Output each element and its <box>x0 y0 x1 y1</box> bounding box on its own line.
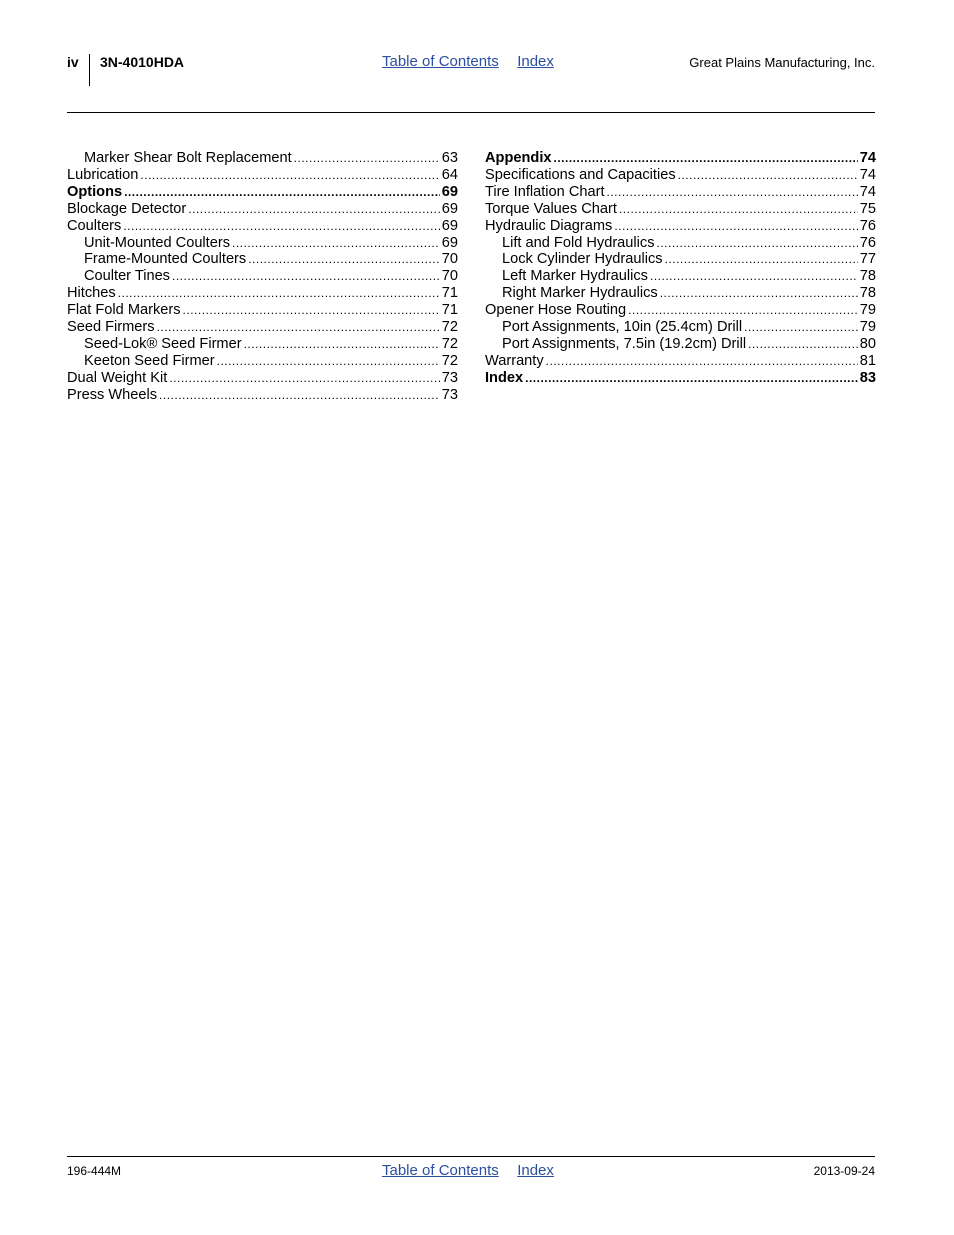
toc-entry[interactable] <box>485 268 876 285</box>
toc-dot-leader <box>294 150 440 167</box>
toc-dot-leader <box>159 387 440 404</box>
toc-entry[interactable] <box>67 370 458 387</box>
toc-entry-title[interactable]: Seed-Lok® Seed Firmer <box>84 335 242 352</box>
toc-dot-leader <box>650 268 858 285</box>
toc-entry[interactable] <box>485 235 876 252</box>
toc-dot-leader <box>169 370 439 387</box>
toc-entry-page[interactable]: 72 <box>441 319 458 336</box>
page-header <box>67 52 875 92</box>
toc-entry-title[interactable]: Options <box>67 183 123 200</box>
toc-entry-page[interactable]: 76 <box>859 234 876 251</box>
toc-entry-title[interactable]: Port Assignments, 10in (25.4cm) Drill <box>502 319 743 336</box>
toc-dot-leader <box>657 235 858 252</box>
document-id: 3N-4010HDA <box>100 54 185 70</box>
toc-entry-title[interactable]: Hydraulic Diagrams <box>485 217 613 234</box>
toc-entry-page[interactable]: 79 <box>859 302 876 319</box>
toc-dot-leader <box>248 251 440 268</box>
toc-entry[interactable] <box>485 201 876 218</box>
footer-rule <box>67 1156 875 1157</box>
toc-entry[interactable] <box>485 150 876 167</box>
toc-entry-title[interactable]: Lubrication <box>67 166 139 183</box>
toc-entry[interactable] <box>67 218 458 235</box>
toc-entry-title[interactable]: Blockage Detector <box>67 200 187 217</box>
toc-left-column <box>67 150 458 404</box>
toc-entry[interactable] <box>67 268 458 285</box>
toc-entry-title[interactable]: Index <box>485 369 524 386</box>
header-rule <box>67 112 875 113</box>
toc-entry-title[interactable]: Press Wheels <box>67 386 158 403</box>
revision-date: 2013-09-24 <box>813 1164 875 1178</box>
toc-dot-leader <box>665 251 858 268</box>
toc-entry-page[interactable]: 78 <box>859 285 876 302</box>
toc-entry[interactable] <box>67 167 458 184</box>
toc-dot-leader <box>244 336 440 353</box>
toc-dot-leader <box>232 235 440 252</box>
toc-entry-title[interactable]: Coulters <box>67 217 122 234</box>
toc-entry-page[interactable]: 74 <box>859 150 876 166</box>
toc-entry[interactable] <box>67 336 458 353</box>
toc-entry-page[interactable]: 70 <box>441 268 458 285</box>
header-index-link[interactable]: Index <box>517 53 554 70</box>
toc-entry[interactable] <box>67 302 458 319</box>
toc-entry-title[interactable]: Unit-Mounted Coulters <box>84 234 231 251</box>
toc-entry-page[interactable]: 71 <box>441 302 458 319</box>
toc-dot-leader <box>678 167 858 184</box>
toc-dot-leader <box>607 184 858 201</box>
toc-dot-leader <box>118 285 440 302</box>
toc-entry-page[interactable]: 79 <box>859 319 876 336</box>
toc-dot-leader <box>660 285 858 302</box>
toc-dot-leader <box>172 268 440 285</box>
toc-entry-title[interactable]: Appendix <box>485 150 552 166</box>
toc-entry-title[interactable]: Keeton Seed Firmer <box>84 352 215 369</box>
toc-entry-title[interactable]: Torque Values Chart <box>485 200 617 217</box>
page-number: iv <box>67 54 79 70</box>
toc-dot-leader <box>157 319 440 336</box>
toc-entry[interactable] <box>485 319 876 336</box>
toc-entry-title[interactable]: Marker Shear Bolt Replacement <box>84 150 292 166</box>
toc-entry-title[interactable]: Seed Firmers <box>67 319 155 336</box>
toc-entry-title[interactable]: Left Marker Hydraulics <box>502 268 648 285</box>
toc-entry-page[interactable]: 74 <box>859 183 876 200</box>
toc-dot-leader <box>628 302 858 319</box>
toc-entry-page[interactable]: 70 <box>441 251 458 268</box>
toc-entry-title[interactable]: Specifications and Capacities <box>485 166 676 183</box>
toc-entry-page[interactable]: 76 <box>859 217 876 234</box>
toc-entry[interactable] <box>67 251 458 268</box>
toc-entry-title[interactable]: Opener Hose Routing <box>485 302 627 319</box>
toc-entry-page[interactable]: 74 <box>859 166 876 183</box>
toc-entry-page[interactable]: 72 <box>441 335 458 352</box>
toc-entry[interactable] <box>485 353 876 370</box>
toc-entry[interactable] <box>485 251 876 268</box>
toc-dot-leader <box>614 218 857 235</box>
page-footer <box>67 1162 875 1182</box>
toc-entry[interactable] <box>67 201 458 218</box>
header-divider <box>89 54 90 86</box>
toc-entry[interactable] <box>67 387 458 404</box>
toc-entry-title[interactable]: Lock Cylinder Hydraulics <box>502 251 663 268</box>
toc-entry-page[interactable]: 80 <box>859 335 876 352</box>
toc-entry-page[interactable]: 69 <box>441 183 458 200</box>
toc-entry-page[interactable]: 69 <box>441 200 458 217</box>
toc-entry[interactable] <box>485 218 876 235</box>
toc-entry-page[interactable]: 73 <box>441 386 458 403</box>
toc-entry[interactable] <box>485 336 876 353</box>
toc-dot-leader <box>140 167 439 184</box>
toc-entry[interactable] <box>67 184 458 201</box>
toc-entry-title[interactable]: Dual Weight Kit <box>67 369 168 386</box>
toc-entry-page[interactable]: 72 <box>441 352 458 369</box>
toc-entry[interactable] <box>67 285 458 302</box>
toc-entry-title[interactable]: Hitches <box>67 285 116 302</box>
toc-entry-page[interactable]: 77 <box>859 251 876 268</box>
toc-dot-leader <box>619 201 858 218</box>
footer-nav <box>382 1162 568 1180</box>
toc-entry-title[interactable]: Coulter Tines <box>84 268 170 285</box>
toc-entry-title[interactable]: Warranty <box>485 352 544 369</box>
part-number: 196-444M <box>67 1164 122 1178</box>
toc-entry-title[interactable]: Right Marker Hydraulics <box>502 285 658 302</box>
toc-entry-page[interactable]: 81 <box>859 352 876 369</box>
toc-entry-page[interactable]: 63 <box>441 150 458 166</box>
toc-dot-leader <box>217 353 440 370</box>
company-name: Great Plains Manufacturing, Inc. <box>689 55 875 70</box>
toc-entry[interactable] <box>485 184 876 201</box>
toc-dot-leader <box>546 353 858 370</box>
toc-entry[interactable] <box>485 285 876 302</box>
toc-entry-title[interactable]: Port Assignments, 7.5in (19.2cm) Drill <box>502 335 747 352</box>
toc-entry-page[interactable]: 71 <box>441 285 458 302</box>
toc-dot-leader <box>744 319 858 336</box>
toc-entry-title[interactable]: Frame-Mounted Coulters <box>84 251 247 268</box>
footer-index-link[interactable]: Index <box>517 1162 554 1179</box>
toc-entry[interactable] <box>485 302 876 319</box>
toc-dot-leader <box>124 184 440 201</box>
footer-toc-link[interactable]: Table of Contents <box>382 1162 499 1179</box>
toc-entry[interactable] <box>485 370 876 387</box>
toc-entry-page[interactable]: 73 <box>441 369 458 386</box>
toc-entry-page[interactable]: 69 <box>441 217 458 234</box>
toc-dot-leader <box>525 370 858 387</box>
toc-entry-page[interactable]: 64 <box>441 166 458 183</box>
toc-entry-page[interactable]: 69 <box>441 234 458 251</box>
toc-entry-title[interactable]: Tire Inflation Chart <box>485 183 605 200</box>
toc-entry-page[interactable]: 75 <box>859 200 876 217</box>
toc-entry[interactable] <box>485 167 876 184</box>
toc-dot-leader <box>748 336 858 353</box>
toc-entry[interactable] <box>67 235 458 252</box>
toc-right-column <box>485 150 876 387</box>
toc-entry-page[interactable]: 78 <box>859 268 876 285</box>
toc-dot-leader <box>553 150 857 167</box>
toc-entry-page[interactable]: 83 <box>859 369 876 386</box>
toc-dot-leader <box>183 302 440 319</box>
toc-dot-leader <box>188 201 440 218</box>
toc-entry[interactable] <box>67 353 458 370</box>
header-toc-link[interactable]: Table of Contents <box>382 53 499 70</box>
toc-entry[interactable] <box>67 319 458 336</box>
toc-entry[interactable] <box>67 150 458 167</box>
toc-dot-leader <box>123 218 439 235</box>
header-nav <box>382 53 568 71</box>
toc-entry-title[interactable]: Lift and Fold Hydraulics <box>502 234 655 251</box>
toc-entry-title[interactable]: Flat Fold Markers <box>67 302 181 319</box>
